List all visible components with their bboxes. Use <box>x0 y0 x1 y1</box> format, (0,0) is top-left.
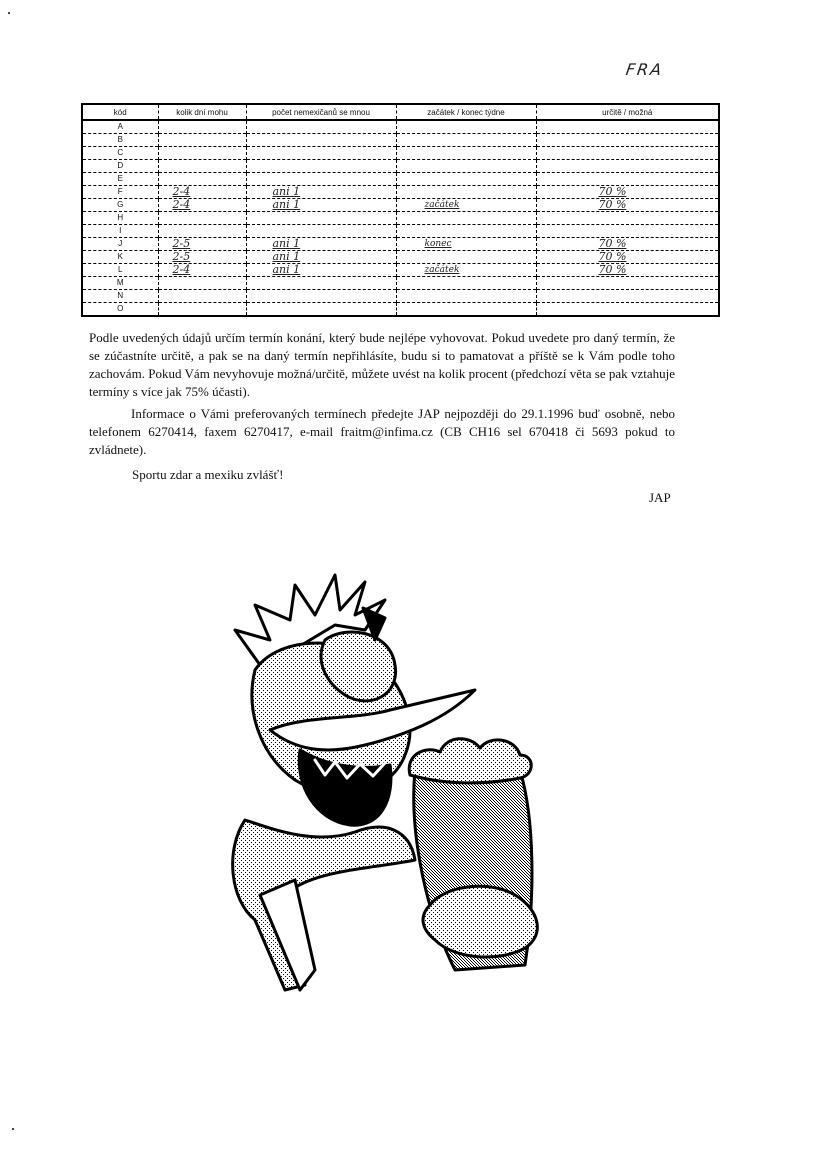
row-code: A <box>82 120 158 134</box>
table-row <box>82 303 719 317</box>
row-start-end <box>396 160 536 173</box>
row-code: H <box>82 212 158 225</box>
row-pct <box>536 277 719 290</box>
row-days: 2-5 <box>158 238 246 251</box>
table-row <box>82 251 719 264</box>
row-start-end <box>396 212 536 225</box>
signature: JAP <box>649 490 671 505</box>
row-days: 2-5 <box>158 251 246 264</box>
contact-paragraph: Informace o Vámi preferovaných termínech předejte JAP nejpozději do 29.1.1996 buď osobně, nebo telefonem 6270414, faxem 6270417, e-mail fraitm@infima.cz (CB CH16 sel 670418 či 5693 pokud to zvládnete). <box>89 406 675 457</box>
row-days <box>158 134 246 147</box>
row-days <box>158 303 246 317</box>
row-pct <box>536 212 719 225</box>
row-pct: 70 % <box>536 264 719 277</box>
row-count <box>246 120 396 134</box>
row-count: ani 1 <box>246 199 396 212</box>
row-count <box>246 134 396 147</box>
row-count: ani 1 <box>246 251 396 264</box>
row-code: N <box>82 290 158 303</box>
row-count <box>246 173 396 186</box>
scan-speck <box>12 1128 14 1130</box>
schedule-table <box>81 103 720 317</box>
row-count <box>246 303 396 317</box>
header-code: kód <box>82 104 158 120</box>
table-row <box>82 238 719 251</box>
row-pct: 70 % <box>536 199 719 212</box>
beer-foam <box>409 739 531 783</box>
row-code: L <box>82 264 158 277</box>
row-code: M <box>82 277 158 290</box>
row-days <box>158 277 246 290</box>
row-start-end <box>396 290 536 303</box>
table-row <box>82 160 719 173</box>
corner-code: FRA <box>624 60 665 79</box>
row-code: E <box>82 173 158 186</box>
row-count <box>246 147 396 160</box>
row-days <box>158 173 246 186</box>
body <box>233 820 415 990</box>
row-count <box>246 277 396 290</box>
row-count <box>246 212 396 225</box>
header-pct: určitě / možná <box>536 104 719 120</box>
hand <box>423 886 537 957</box>
table-row <box>82 199 719 212</box>
row-pct: 70 % <box>536 238 719 251</box>
row-days <box>158 147 246 160</box>
table-row <box>82 173 719 186</box>
row-count <box>246 160 396 173</box>
row-count <box>246 225 396 238</box>
row-start-end: konec <box>396 238 536 251</box>
row-start-end <box>396 134 536 147</box>
row-code: I <box>82 225 158 238</box>
row-days <box>158 160 246 173</box>
row-pct <box>536 147 719 160</box>
scan-speck <box>8 12 10 14</box>
header-days: kolik dní mohu <box>158 104 246 120</box>
row-code: F <box>82 186 158 199</box>
header-count: počet nemexičanů se mnou <box>246 104 396 120</box>
row-count: ani 1 <box>246 186 396 199</box>
row-count <box>246 290 396 303</box>
row-code: D <box>82 160 158 173</box>
row-start-end: začátek <box>396 264 536 277</box>
table-row <box>82 120 719 134</box>
row-pct <box>536 290 719 303</box>
row-days: 2-4 <box>158 199 246 212</box>
row-code: B <box>82 134 158 147</box>
row-code: G <box>82 199 158 212</box>
table-row <box>82 290 719 303</box>
header-start-end: začátek / konec týdne <box>396 104 536 120</box>
table-row <box>82 277 719 290</box>
row-count: ani 1 <box>246 238 396 251</box>
row-start-end <box>396 147 536 160</box>
row-code: O <box>82 303 158 317</box>
row-pct <box>536 160 719 173</box>
row-days: 2-4 <box>158 186 246 199</box>
row-pct <box>536 303 719 317</box>
table-row <box>82 212 719 225</box>
row-code: C <box>82 147 158 160</box>
row-start-end: začátek <box>396 199 536 212</box>
row-start-end <box>396 277 536 290</box>
row-days <box>158 290 246 303</box>
row-count: ani 1 <box>246 264 396 277</box>
closing-line: Sportu zdar a mexiku zvlášť! <box>132 467 284 482</box>
instructions-paragraph: Podle uvedených údajů určím termín konání, který bude nejlépe vyhovovat. Pokud uvedete pro daný termín, že se zúčastníte určitě, a pak se na daný termín nepřihlásíte, budu si to pamatovat a příště se k Vám podle toho zachovám. Pokud Vám nevyhovuje možná/určitě, můžete uvést na kolik procent (předchozí věta se pak vztahuje termíny s více jak 75% účasti). <box>89 330 675 399</box>
table-row <box>82 264 719 277</box>
row-start-end <box>396 186 536 199</box>
row-start-end <box>396 225 536 238</box>
table-row <box>82 134 719 147</box>
row-start-end <box>396 173 536 186</box>
row-start-end <box>396 120 536 134</box>
row-days <box>158 212 246 225</box>
row-start-end <box>396 303 536 317</box>
table-header-row <box>82 104 719 120</box>
row-code: J <box>82 238 158 251</box>
table-row <box>82 147 719 160</box>
row-pct: 70 % <box>536 186 719 199</box>
table-row <box>82 186 719 199</box>
row-code: K <box>82 251 158 264</box>
row-pct <box>536 225 719 238</box>
row-days <box>158 225 246 238</box>
row-pct: 70 % <box>536 251 719 264</box>
row-pct <box>536 120 719 134</box>
row-pct <box>536 173 719 186</box>
row-days: 2-4 <box>158 264 246 277</box>
row-start-end <box>396 251 536 264</box>
row-days <box>158 120 246 134</box>
cartoon-man-with-beer-mug-illustration <box>215 570 585 1000</box>
table-row <box>82 225 719 238</box>
row-pct <box>536 134 719 147</box>
